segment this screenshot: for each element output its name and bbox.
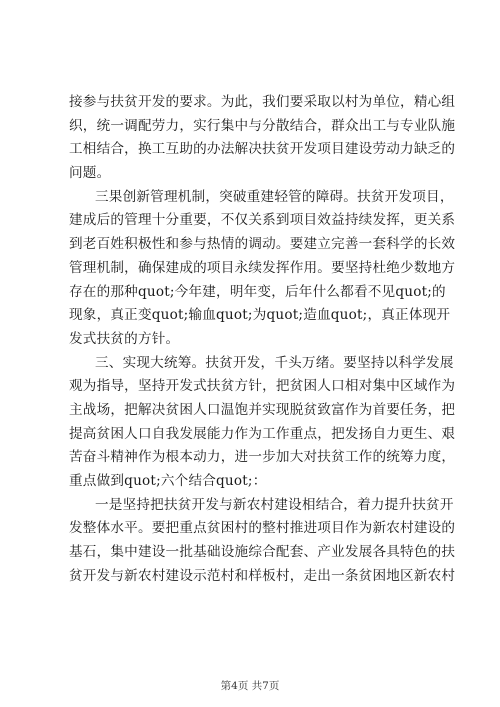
text-line: 接参与扶贫开发的要求。为此，我们要采取以村为单位，精心组	[69, 94, 456, 110]
text-line: 发整体水平。要把重点贫困村的整村推进项目作为新农村建设的	[69, 520, 456, 537]
text-line: 贫开发与新农村建设示范村和样板村，走出一条贫困地区新农村	[69, 567, 456, 584]
text-line: 管理机制，确保建成的项目永续发挥作用。要坚持杜绝少数地方	[69, 259, 456, 276]
text-line: 重点做到quot;六个结合quot;：	[69, 473, 267, 489]
text-line: 提高贫困人口自我发展能力作为工作重点，把发扬自力更生、艰	[69, 425, 456, 442]
text-line: 三、实现大统筹。扶贫开发，千头万绪。要坚持以科学发展	[95, 354, 454, 371]
text-line: 工相结合，换工互助的办法解决扶贫开发项目建设劳动力缺乏的	[69, 141, 456, 158]
paragraph-2	[69, 186, 456, 352]
paragraph-4	[69, 494, 456, 589]
text-line: 存在的那种quot;今年建，明年变，后年什么都看不见quot;的	[69, 283, 446, 300]
text-line: 观为指导，坚持开发式扶贫方针，把贫困人口相对集中区域作为	[69, 378, 456, 395]
text-line: 主战场，把解决贫困人口温饱并实现脱贫致富作为首要任务，把	[69, 401, 456, 418]
text-line: 基石，集中建设一批基础设施综合配套、产业发展各具特色的扶	[69, 544, 456, 561]
paragraph-1	[69, 91, 456, 186]
text-line: 建成后的管理十分重要，不仅关系到项目效益持续发挥，更关系	[69, 212, 456, 229]
text-line: 发式扶贫的方针。	[69, 330, 180, 347]
text-line: 三果创新管理机制，突破重建轻管的障碍。扶贫开发项目，	[95, 188, 454, 205]
page-number-footer: 第4页 共7页	[220, 680, 280, 692]
text-line: 苦奋斗精神作为根本动力，进一步加大对扶贫工作的统筹力度，	[69, 449, 456, 466]
text-line: 现象，真正变quot;输血quot;为quot;造血quot;，真正体现开	[69, 307, 451, 324]
document-body	[69, 91, 456, 588]
paragraph-3	[69, 352, 456, 494]
text-line: 问题。	[69, 165, 111, 182]
text-line: 到老百姓积极性和参与热情的调动。要建立完善一套科学的长效	[69, 236, 456, 253]
text-line: 一是坚持把扶贫开发与新农村建设相结合，着力提升扶贫开	[95, 496, 454, 513]
text-line: 织，统一调配劳力，实行集中与分散结合，群众出工与专业队施	[69, 117, 456, 134]
